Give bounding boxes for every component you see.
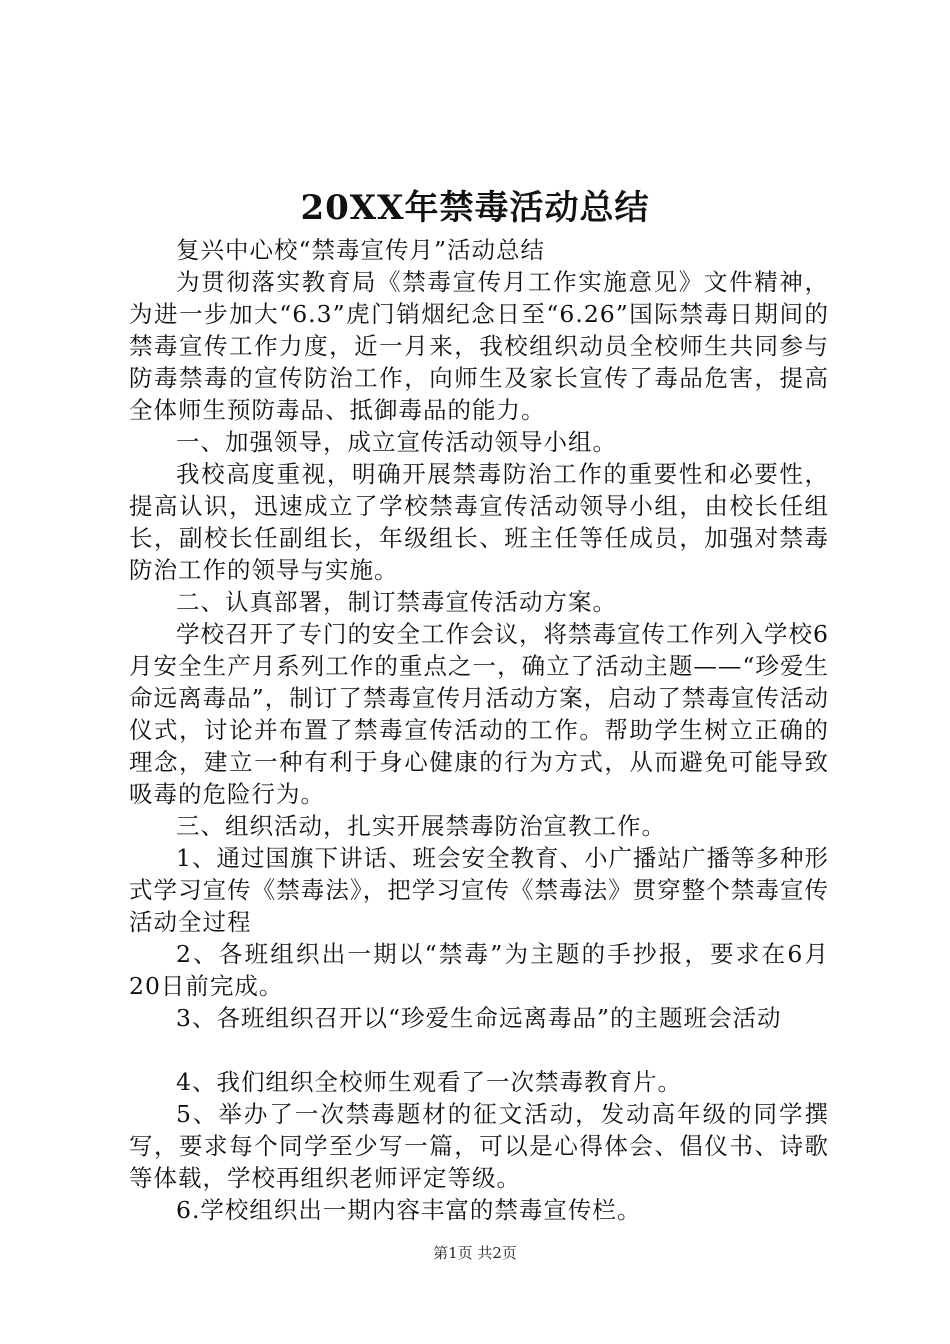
- paragraph-intro: 为贯彻落实教育局《禁毒宣传月工作实施意见》文件精神，为进一步加大“6.3”虎门销烟纪念日至“6.26”国际禁毒日期间的禁毒宣传工作力度，近一月来，我校组织动员全校师生共同参与防毒禁毒的宣传防治工作，向师生及家长宣传了毒品危害，提高全体师生预防毒品、抵御毒品的能力。: [129, 268, 829, 424]
- section-heading-2: 二、认真部署，制订禁毒宣传活动方案。: [176, 588, 617, 616]
- paragraph-leadership: 我校高度重视，明确开展禁毒防治工作的重要性和必要性，提高认识，迅速成立了学校禁毒宣传活动领导小组，由校长任组长，副校长任副组长，年级组长、班主任等任成员，加强对禁毒防治工作的领导与实施。: [129, 460, 829, 584]
- page-footer: 第1页 共2页: [433, 1244, 517, 1262]
- paragraph-subtitle: 复兴中心校“禁毒宣传月”活动总结: [176, 236, 546, 264]
- list-item-1: 1、通过国旗下讲话、班会安全教育、小广播站广播等多种形式学习宣传《禁毒法》，把学习宣传《禁毒法》贯穿整个禁毒宣传活动全过程: [129, 844, 829, 936]
- document-body: [129, 234, 829, 1226]
- list-item-4: 4、我们组织全校师生观看了一次禁毒教育片。: [176, 1068, 682, 1096]
- list-item-5: 5、举办了一次禁毒题材的征文活动，发动高年级的同学撰写，要求每个同学至少写一篇，可以是心得体会、倡仪书、诗歌等体载，学校再组织老师评定等级。: [129, 1100, 829, 1192]
- section-heading-3: 三、组织活动，扎实开展禁毒防治宣教工作。: [176, 812, 666, 840]
- list-item-2: 2、各班组织出一期以“禁毒”为主题的手抄报，要求在6月20日前完成。: [129, 940, 829, 1000]
- document-title: 20XX年禁毒活动总结: [300, 188, 650, 228]
- paragraph-plan: 学校召开了专门的安全工作会议，将禁毒宣传工作列入学校6月安全生产月系列工作的重点之一，确立了活动主题——“珍爱生命远离毒品”，制订了禁毒宣传月活动方案，启动了禁毒宣传活动仪式，讨论并布置了禁毒宣传活动的工作。帮助学生树立正确的理念，建立一种有利于身心健康的行为方式，从而避免可能导致吸毒的危险行为。: [129, 620, 829, 808]
- section-heading-1: 一、加强领导，成立宣传活动领导小组。: [176, 428, 617, 456]
- list-item-6: 6.学校组织出一期内容丰富的禁毒宣传栏。: [176, 1196, 642, 1224]
- list-item-3: 3、各班组织召开以“珍爱生命远离毒品”的主题班会活动: [176, 1004, 782, 1032]
